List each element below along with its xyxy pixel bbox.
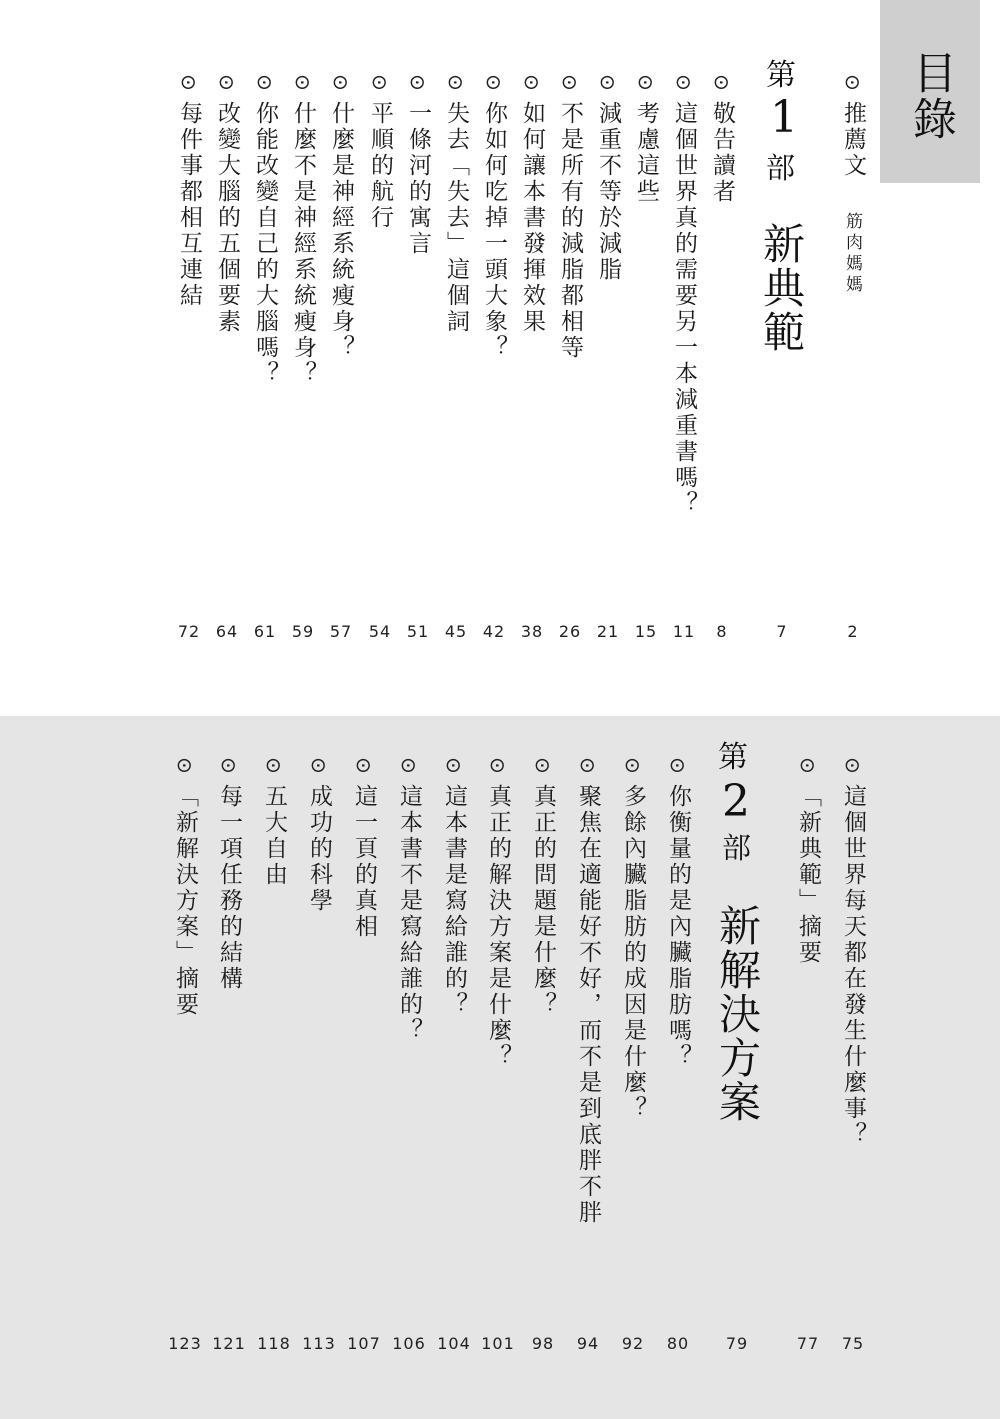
page-number: 75 xyxy=(841,1334,865,1353)
part1-label-di: 第 xyxy=(766,58,796,93)
entry-title: 聚焦在適能好不好，而不是到底胖不胖 xyxy=(575,783,601,1226)
bullet-icon: ⊙ xyxy=(173,757,197,774)
entry-title: 如何讓本書發揮效果 xyxy=(519,100,545,335)
toc-entry-part1-5[interactable] xyxy=(555,74,585,361)
entry-title: 平順的航行 xyxy=(367,100,393,231)
toc-entry-part2-intro-2[interactable] xyxy=(793,757,823,966)
toc-entry-part1-3[interactable] xyxy=(631,74,661,205)
entry-title: 成功的科學 xyxy=(306,783,332,914)
entry-title: 改變大腦的五個要素 xyxy=(214,100,240,335)
entry-title: 「新典範」摘要 xyxy=(795,783,821,966)
toc-entry-part1-7[interactable] xyxy=(479,74,509,361)
page-number: 94 xyxy=(576,1334,600,1353)
toc-entry-part2-6[interactable] xyxy=(439,757,469,1018)
toc-entry-part1-1[interactable] xyxy=(707,74,737,205)
entry-title: 這個世界真的需要另一本減重書嗎？ xyxy=(671,100,697,517)
page-number: 54 xyxy=(368,622,392,641)
page-number: 104 xyxy=(437,1334,471,1353)
toc-entry-part2-12[interactable] xyxy=(170,757,200,1018)
toc-entry-part1-15[interactable] xyxy=(174,74,204,309)
toc-entry-part2-4[interactable] xyxy=(528,757,558,1018)
bullet-icon: ⊙ xyxy=(621,757,645,774)
page-number: 72 xyxy=(177,622,201,641)
toc-entry-part2-10[interactable] xyxy=(259,757,289,888)
page-number: 11 xyxy=(672,622,696,641)
entry-title: 你能改變自己的大腦嗎？ xyxy=(252,100,278,387)
part2-title: 新解決方案 xyxy=(713,904,762,1124)
entry-title: 什麼是神經系統瘦身？ xyxy=(328,100,354,361)
part2-page-number: 79 xyxy=(725,1334,749,1353)
bullet-icon: ⊙ xyxy=(215,74,239,91)
entry-title: 推薦文 xyxy=(840,100,866,179)
bullet-icon: ⊙ xyxy=(666,757,690,774)
entry-title: 一條河的寓言 xyxy=(405,100,431,257)
entry-title: 多餘內臟脂肪的成因是什麼？ xyxy=(620,783,646,1122)
page-number: 92 xyxy=(621,1334,645,1353)
part2-label-di: 第 xyxy=(718,740,748,775)
entry-title: 這一頁的真相 xyxy=(351,783,377,940)
bullet-icon: ⊙ xyxy=(841,74,865,91)
page-number: 8 xyxy=(716,622,728,641)
page-number: 45 xyxy=(444,622,468,641)
toc-entry-part1-4[interactable] xyxy=(593,74,623,283)
bullet-icon: ⊙ xyxy=(482,74,506,91)
page-number: 98 xyxy=(531,1334,555,1353)
entry-title: 這本書是寫給誰的？ xyxy=(441,783,467,1018)
toc-entry-part2-5[interactable] xyxy=(483,757,513,1070)
entry-title: 「新解決方案」摘要 xyxy=(172,783,198,1018)
toc-entry-part2-1[interactable] xyxy=(663,757,693,1070)
bullet-icon: ⊙ xyxy=(291,74,315,91)
part1-label-bu: 部 xyxy=(766,151,796,185)
page-number: 64 xyxy=(215,622,239,641)
bullet-icon: ⊙ xyxy=(531,757,555,774)
toc-entry-foreword[interactable] xyxy=(838,74,868,179)
entry-title: 每件事都相互連結 xyxy=(176,100,202,309)
toc-entry-part1-12[interactable] xyxy=(288,74,318,387)
bullet-icon: ⊙ xyxy=(442,757,466,774)
bullet-icon: ⊙ xyxy=(444,74,468,91)
bullet-icon: ⊙ xyxy=(558,74,582,91)
entry-title: 減重不等於減脂 xyxy=(595,100,621,283)
entry-title: 這本書不是寫給誰的？ xyxy=(396,783,422,1044)
bullet-icon: ⊙ xyxy=(710,74,734,91)
page-number: 77 xyxy=(796,1334,820,1353)
bullet-icon: ⊙ xyxy=(672,74,696,91)
bullet-icon: ⊙ xyxy=(796,757,820,774)
entry-title: 什麼不是神經系統瘦身？ xyxy=(290,100,316,387)
bullet-icon: ⊙ xyxy=(486,757,510,774)
bullet-icon: ⊙ xyxy=(352,757,376,774)
entry-title: 每一項任務的結構 xyxy=(216,783,242,992)
part2-label-bu: 部 xyxy=(722,831,752,865)
bullet-icon: ⊙ xyxy=(596,74,620,91)
bullet-icon: ⊙ xyxy=(329,74,353,91)
toc-entry-part1-8[interactable] xyxy=(441,74,471,335)
page-number: 51 xyxy=(406,622,430,641)
toc-entry-part1-14[interactable] xyxy=(212,74,242,335)
bullet-icon: ⊙ xyxy=(307,757,331,774)
bullet-icon: ⊙ xyxy=(262,757,286,774)
bullet-icon: ⊙ xyxy=(576,757,600,774)
toc-entry-part2-11[interactable] xyxy=(214,757,244,992)
entry-title: 五大自由 xyxy=(261,783,287,888)
page-number: 2 xyxy=(847,622,859,641)
toc-entry-part2-3[interactable] xyxy=(573,757,603,1226)
toc-entry-part1-2[interactable] xyxy=(669,74,699,517)
bullet-icon: ⊙ xyxy=(634,74,658,91)
foreword-author: 筋肉媽媽 xyxy=(842,212,862,296)
page-number: 42 xyxy=(482,622,506,641)
bullet-icon: ⊙ xyxy=(177,74,201,91)
bullet-icon: ⊙ xyxy=(368,74,392,91)
part1-title: 新典範 xyxy=(757,222,806,354)
entry-title: 你衡量的是內臟脂肪嗎？ xyxy=(665,783,691,1070)
toc-entry-part1-11[interactable] xyxy=(326,74,356,361)
bullet-icon: ⊙ xyxy=(217,757,241,774)
bullet-icon: ⊙ xyxy=(253,74,277,91)
bullet-icon: ⊙ xyxy=(841,757,865,774)
page-number: 121 xyxy=(212,1334,246,1353)
page-number: 21 xyxy=(596,622,620,641)
toc-entry-part2-7[interactable] xyxy=(394,757,424,1044)
entry-title: 敬告讀者 xyxy=(709,100,735,205)
toc-entry-part2-2[interactable] xyxy=(618,757,648,1122)
entry-title: 考慮這些 xyxy=(633,100,659,205)
toc-entry-part1-10[interactable] xyxy=(365,74,395,231)
part2-number: 2 xyxy=(722,776,750,827)
bullet-icon: ⊙ xyxy=(406,74,430,91)
page-number: 57 xyxy=(329,622,353,641)
toc-entry-part2-9[interactable] xyxy=(304,757,334,914)
part1-page-number: 7 xyxy=(776,622,788,641)
part1-number: 1 xyxy=(770,92,798,143)
page-number: 123 xyxy=(168,1334,202,1353)
page-number: 118 xyxy=(257,1334,291,1353)
toc-entry-part1-6[interactable] xyxy=(517,74,547,335)
entry-title: 你如何吃掉一頭大象？ xyxy=(481,100,507,361)
bullet-icon: ⊙ xyxy=(520,74,544,91)
page-number: 61 xyxy=(253,622,277,641)
entry-title: 真正的解決方案是什麼？ xyxy=(485,783,511,1070)
toc-entry-part1-9[interactable] xyxy=(403,74,433,257)
bullet-icon: ⊙ xyxy=(397,757,421,774)
toc-entry-part2-intro-1[interactable] xyxy=(838,757,868,1148)
page-number: 101 xyxy=(481,1334,515,1353)
toc-entry-part1-13[interactable] xyxy=(250,74,280,387)
entry-title: 失去「失去」這個詞 xyxy=(443,100,469,335)
entry-title: 不是所有的減脂都相等 xyxy=(557,100,583,361)
page-number: 107 xyxy=(347,1334,381,1353)
page-number: 106 xyxy=(392,1334,426,1353)
page-number: 80 xyxy=(666,1334,690,1353)
entry-title: 真正的問題是什麼？ xyxy=(530,783,556,1018)
entry-title: 這個世界每天都在發生什麼事？ xyxy=(840,783,866,1148)
page-number: 113 xyxy=(302,1334,336,1353)
page-number: 38 xyxy=(520,622,544,641)
toc-title: 目錄 xyxy=(905,50,956,142)
toc-entry-part2-8[interactable] xyxy=(349,757,379,940)
page-number: 26 xyxy=(558,622,582,641)
page-number: 15 xyxy=(634,622,658,641)
page-number: 59 xyxy=(291,622,315,641)
